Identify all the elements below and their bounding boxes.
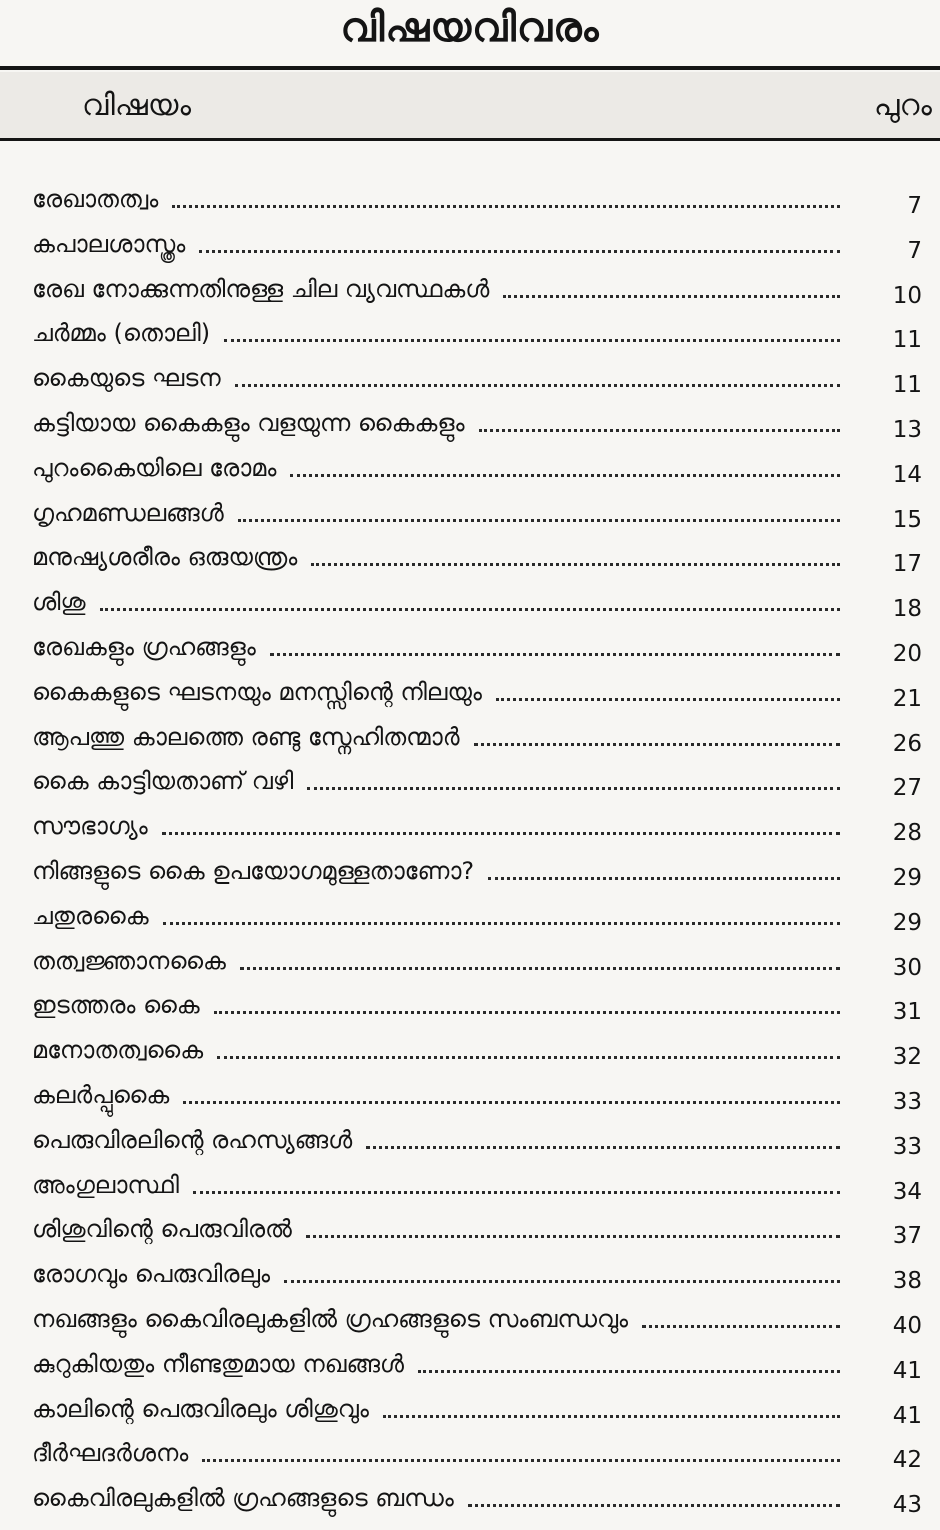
dot-leader xyxy=(240,967,840,970)
toc-entry-title: നിങ്ങളുടെ കൈ ഉപയോഗമുള്ളതാണോ? xyxy=(32,854,484,888)
dot-leader xyxy=(496,698,840,701)
toc-entry-page: 29 xyxy=(892,909,922,936)
dot-leader xyxy=(418,1370,840,1373)
toc-entry-title: മനോതത്വകൈ xyxy=(32,1033,213,1067)
toc-entry xyxy=(0,1343,940,1388)
toc-entry-page: 13 xyxy=(892,416,922,443)
toc-entry-page: 31 xyxy=(892,999,922,1026)
toc-entry xyxy=(0,447,940,492)
toc-entry xyxy=(0,895,940,940)
toc-entry-title: രേഖ നോക്കുന്നതിനുള്ള ചില വ്യവസ്ഥകൾ xyxy=(32,272,499,306)
toc-entry xyxy=(0,223,940,268)
toc-entry-title: കൈവിരലുകളിൽ ഗ്രഹങ്ങളുടെ ബന്ധം xyxy=(32,1481,464,1515)
toc-entry-page: 10 xyxy=(892,282,922,309)
dot-leader xyxy=(284,1280,840,1283)
toc-entry-title: മനുഷ്യശരീരം ഒരുയന്ത്രം xyxy=(32,540,307,574)
toc-entry-page: 17 xyxy=(892,551,922,578)
dot-leader xyxy=(642,1325,840,1328)
toc-entry-title: കാലിന്റെ പെരുവിരലും ശിശുവും xyxy=(32,1392,379,1426)
toc-entry-page: 15 xyxy=(892,506,922,533)
toc-entry-title: കുറുകിയതും നീണ്ടതുമായ നഖങ്ങൾ xyxy=(32,1347,414,1381)
dot-leader xyxy=(474,743,840,746)
toc-entry-page: 33 xyxy=(892,1088,922,1115)
toc-entry-title: ഗൃഹമണ്ഡലങ്ങൾ xyxy=(32,496,234,530)
toc-entry xyxy=(0,1477,940,1522)
toc-entry-title: കൈ കാട്ടിയതാണ് വഴി xyxy=(32,764,303,798)
toc-entry-title: കൈയുടെ ഘടന xyxy=(32,361,231,395)
toc-entry-page: 11 xyxy=(892,372,922,399)
toc-entry-page: 33 xyxy=(892,1133,922,1160)
toc-entry xyxy=(0,1253,940,1298)
dot-leader xyxy=(162,832,840,835)
toc-entry xyxy=(0,1388,940,1433)
toc-entry-title: കൈകളുടെ ഘടനയും മനസ്സിന്റെ നിലയും xyxy=(32,675,492,709)
toc-entry xyxy=(0,1164,940,1209)
toc-entry xyxy=(0,581,940,626)
dot-leader xyxy=(503,295,840,298)
toc-entry-title: പെരുവിരലിന്റെ രഹസ്യങ്ങൾ xyxy=(32,1123,362,1157)
dot-leader xyxy=(238,519,840,522)
dot-leader xyxy=(307,787,840,790)
toc-entry xyxy=(0,716,940,761)
dot-leader xyxy=(202,1459,840,1462)
toc-entry-title: ശിശുവിന്റെ പെരുവിരൽ xyxy=(32,1212,302,1246)
dot-leader xyxy=(366,1146,840,1149)
toc-entry-title: കലർപ്പുകൈ xyxy=(32,1078,179,1112)
toc-entry xyxy=(0,312,940,357)
toc-entry-page: 14 xyxy=(892,461,922,488)
toc-entry-page: 27 xyxy=(892,775,922,802)
dot-leader xyxy=(468,1504,840,1507)
toc-entry-page: 34 xyxy=(892,1178,922,1205)
toc-entry-page: 26 xyxy=(892,730,922,757)
toc-entry-page: 21 xyxy=(892,685,922,712)
toc-entry-page: 11 xyxy=(892,327,922,354)
toc-entry-title: ചർമ്മം (തൊലി) xyxy=(32,316,220,350)
toc-entry-title: ദീർഘദർശനം xyxy=(32,1436,198,1470)
toc-entry xyxy=(0,940,940,985)
dot-leader xyxy=(311,563,840,566)
dot-leader xyxy=(488,877,840,880)
toc-entry-title: കപാലശാസ്ത്രം xyxy=(32,227,195,261)
dot-leader xyxy=(224,339,840,342)
toc-entry-page: 18 xyxy=(892,596,922,623)
toc-entry-page: 28 xyxy=(892,820,922,847)
dot-leader xyxy=(183,1101,840,1104)
dot-leader xyxy=(172,205,840,208)
toc-entry-title: രേഖാതത്വം xyxy=(32,182,168,216)
toc-entry-title: കട്ടിയായ കൈകളും വളയുന്ന കൈകളും xyxy=(32,406,475,440)
dot-leader xyxy=(290,474,840,477)
column-header-topic: വിഷയം xyxy=(82,88,192,123)
toc-entry-page: 7 xyxy=(907,193,922,219)
toc-entry-page: 7 xyxy=(907,237,922,264)
toc-entry xyxy=(0,268,940,313)
toc-entry xyxy=(0,1029,940,1074)
dot-leader xyxy=(163,922,840,925)
toc-entry xyxy=(0,671,940,716)
toc-entry xyxy=(0,536,940,581)
dot-leader xyxy=(100,608,840,611)
toc-entry xyxy=(0,1074,940,1119)
toc-entry xyxy=(0,805,940,850)
dot-leader xyxy=(199,250,840,253)
dot-leader xyxy=(270,653,840,656)
toc-entry xyxy=(0,178,940,223)
toc-entry xyxy=(0,1208,940,1253)
toc-entry-page: 43 xyxy=(892,1492,922,1519)
dot-leader xyxy=(383,1415,840,1418)
toc-entry-title: രേഖകളും ഗ്രഹങ്ങളും xyxy=(32,630,266,664)
toc-entry-page: 30 xyxy=(892,954,922,981)
dot-leader xyxy=(193,1191,840,1194)
toc-entry-title: ശിശു xyxy=(32,585,96,619)
toc-entry xyxy=(0,1432,940,1477)
dot-leader xyxy=(306,1235,840,1238)
column-header-page: പുറം xyxy=(873,88,932,123)
toc-entry xyxy=(0,1119,940,1164)
toc-list xyxy=(0,178,940,1522)
toc-entry xyxy=(0,357,940,402)
toc-entry-page: 37 xyxy=(892,1223,922,1250)
toc-entry-title: അംഗുലാസ്ഥി xyxy=(32,1168,189,1202)
toc-entry xyxy=(0,492,940,537)
toc-entry xyxy=(0,626,940,671)
toc-entry-title: ഇടത്തരം കൈ xyxy=(32,988,210,1022)
toc-entry-title: തത്വജ്ഞാനകൈ xyxy=(32,944,236,978)
toc-entry-page: 40 xyxy=(892,1312,922,1339)
toc-entry xyxy=(0,402,940,447)
toc-entry-title: പുറംകൈയിലെ രോമം xyxy=(32,451,286,485)
page-title: വിഷയവിവരം xyxy=(340,5,600,51)
toc-entry xyxy=(0,760,940,805)
toc-entry xyxy=(0,984,940,1029)
toc-entry-page: 41 xyxy=(892,1357,922,1384)
toc-entry-page: 42 xyxy=(892,1447,922,1474)
toc-entry-page: 38 xyxy=(892,1268,922,1295)
header-rule-top xyxy=(0,66,940,70)
toc-entry-title: നഖങ്ങളും കൈവിരലുകളിൽ ഗ്രഹങ്ങളുടെ സംബന്ധവും xyxy=(32,1302,638,1336)
toc-entry-title: രോഗവും പെരുവിരലും xyxy=(32,1257,280,1291)
toc-entry-title: സൗഭാഗ്യം xyxy=(32,809,158,843)
toc-entry xyxy=(0,1298,940,1343)
toc-entry-page: 29 xyxy=(892,864,922,891)
dot-leader xyxy=(217,1056,840,1059)
dot-leader xyxy=(235,384,840,387)
toc-entry xyxy=(0,850,940,895)
toc-entry-title: ചതുരകൈ xyxy=(32,899,159,933)
toc-entry-page: 41 xyxy=(892,1402,922,1429)
toc-entry-page: 32 xyxy=(892,1044,922,1071)
dot-leader xyxy=(214,1011,840,1014)
toc-entry-title: ആപത്തു കാലത്തെ രണ്ടു സ്നേഹിതന്മാർ xyxy=(32,720,470,754)
header-rule-bottom xyxy=(0,138,940,141)
toc-entry-page: 20 xyxy=(892,640,922,667)
dot-leader xyxy=(479,429,840,432)
